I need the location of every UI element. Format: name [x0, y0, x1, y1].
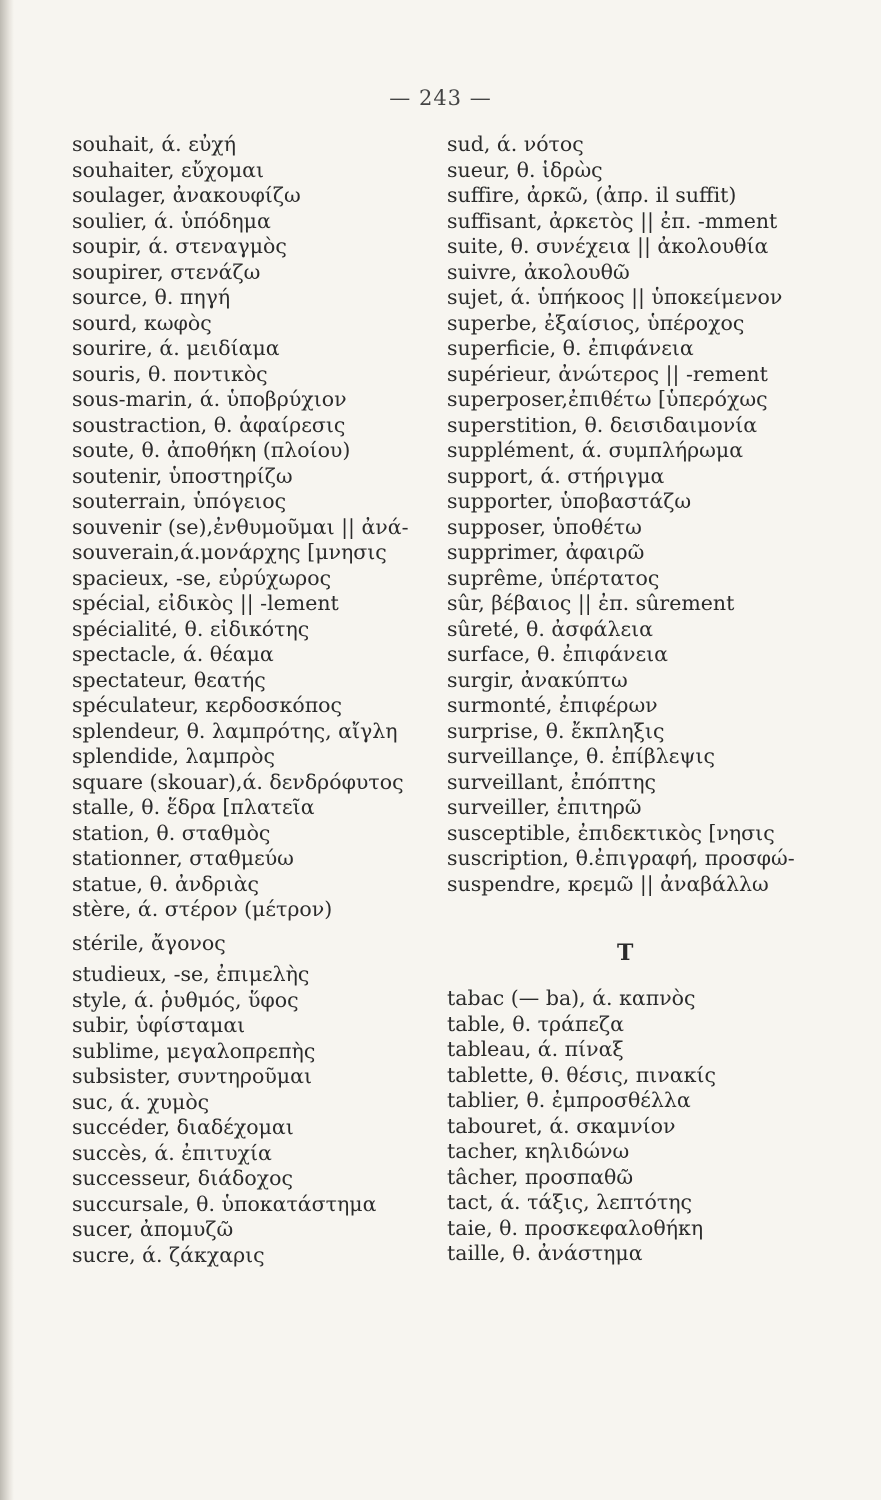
dictionary-entry: spacieux, -se, εὐρύχωρος	[72, 565, 332, 590]
dictionary-entry: souhaiter, εὔχομαι	[72, 157, 265, 182]
dictionary-entry: spectateur, θεατής	[72, 667, 266, 692]
dictionary-entry: sûr, βέβαιος || ἐπ. sûrement	[447, 591, 735, 615]
dictionary-entry: superstition, θ. δεισιδαιμονία	[447, 412, 758, 437]
dictionary-entry: stalle, θ. ἕδρα [πλατεῖα	[72, 795, 315, 819]
dictionary-entry: subir, ὑφίσταμαι	[72, 1013, 246, 1037]
dictionary-entry: spéculateur, κερδοσκόπος	[72, 693, 343, 717]
dictionary-entry: supérieur, ἀνώτερος || -rement	[447, 361, 768, 386]
dictionary-entry: square (skouar),ά. δενδρόφυτος	[72, 769, 404, 794]
dictionary-entry: souterrain, ὑπόγειος	[72, 489, 287, 513]
dictionary-entry: suprême, ὑπέρτατος	[447, 565, 660, 590]
dictionary-entry: suffisant, ἀρκετὸς || ἐπ. -mment	[447, 208, 778, 233]
dictionary-entry: souverain,ά.μονάρχης [μνησις	[72, 540, 387, 564]
dictionary-entry: sucre, ά. ζάκχαρις	[72, 1242, 265, 1267]
page-number: — 243 —	[389, 86, 492, 110]
dictionary-entry: supplément, ά. συμπλήρωμα	[447, 438, 744, 462]
dictionary-entry: sujet, ά. ὑπήκοος || ὑποκείμενον	[447, 285, 783, 309]
dictionary-entry: surmonté, ἐπιφέρων	[447, 693, 658, 717]
dictionary-entry: souris, θ. ποντικὸς	[72, 361, 268, 386]
dictionary-entry: suffire, ἀρκῶ, (ἀπρ. il suffit)	[447, 183, 737, 207]
dictionary-entry: succursale, θ. ὑποκατάστημα	[72, 1191, 377, 1216]
dictionary-entry: suc, ά. χυμὸς	[72, 1089, 210, 1114]
page-binding-edge	[0, 0, 14, 1500]
dictionary-entry: tabac (— ba), ά. καπνὸς	[447, 986, 696, 1010]
dictionary-entry: soupir, ά. στεναγμὸς	[72, 234, 287, 258]
dictionary-entry: tablette, θ. θέσις, πινακίς	[447, 1062, 716, 1087]
dictionary-entry: spectacle, ά. θέαμα	[72, 642, 274, 666]
dictionary-entry: suivre, ἀκολουθῶ	[447, 259, 630, 284]
dictionary-entry: sucer, ἀπομυζῶ	[72, 1217, 234, 1241]
dictionary-entry: statue, θ. ἀνδριὰς	[72, 871, 260, 896]
dictionary-entry: sûreté, θ. ἀσφάλεια	[447, 616, 653, 641]
dictionary-entry: soute, θ. ἀποθήκη (πλοίου)	[72, 438, 351, 462]
dictionary-entry: superbe, ἐξαίσιος, ὑπέροχος	[447, 310, 745, 335]
section-letter-heading: T	[617, 940, 634, 966]
dictionary-entry: taille, θ. ἀνάστημα	[447, 1241, 643, 1265]
dictionary-entry: soulager, ἀνακουφίζω	[72, 183, 301, 207]
dictionary-entry: suscription, θ.ἐπιγραφή, προσφώ-	[447, 846, 795, 870]
dictionary-entry: source, θ. πηγή	[72, 285, 231, 309]
dictionary-entry: tabouret, ά. σκαμνίον	[447, 1113, 676, 1138]
dictionary-entry: soupirer, στενάζω	[72, 259, 261, 284]
dictionary-entry: taie, θ. προσκεφαλοθήκη	[447, 1215, 704, 1240]
dictionary-entry: subsister, συντηροῦμαι	[72, 1064, 312, 1088]
dictionary-entry: soutenir, ὑποστηρίζω	[72, 463, 293, 488]
dictionary-entry: splendide, λαμπρὸς	[72, 744, 276, 768]
dictionary-entry: splendeur, θ. λαμπρότης, αἴγλη	[72, 718, 398, 743]
dictionary-entry: tableau, ά. πίναξ	[447, 1037, 624, 1061]
dictionary-entry: stationner, σταθμεύω	[72, 846, 294, 870]
dictionary-entry: sublime, μεγαλοπρεπὴς	[72, 1038, 316, 1063]
section-gap	[447, 897, 847, 928]
section-gap-small	[447, 978, 847, 986]
dictionary-entry: surveillançe, θ. ἐπίβλεψις	[447, 744, 715, 768]
dictionary-entry: support, ά. στήριγμα	[447, 463, 665, 488]
dictionary-entry: successeur, διάδοχος	[72, 1166, 293, 1190]
dictionary-entry: surgir, ἀνακύπτω	[447, 667, 628, 692]
dictionary-entry: style, ά. ῥυθμός, ὕφος	[72, 987, 299, 1012]
dictionary-entry: sourd, κωφὸς	[72, 310, 212, 335]
dictionary-entry: superposer,ἐπιθέτω [ὑπερόχως	[447, 387, 768, 411]
dictionary-entry: stérile, ἄγονος	[72, 930, 226, 955]
dictionary-entry: supposer, ὑποθέτω	[447, 514, 642, 539]
dictionary-entry: stère, ά. στέρον (μέτρον)	[72, 897, 333, 921]
dictionary-entry: sud, ά. νότος	[447, 132, 584, 156]
dictionary-entry: suite, θ. συνέχεια || ἀκολουθία	[447, 234, 769, 258]
dictionary-entry: tacher, κηλιδώνω	[447, 1139, 630, 1163]
dictionary-entry: surveillant, ἐπόπτης	[447, 769, 656, 794]
right-column	[447, 132, 847, 1267]
dictionary-entry: sous-marin, ά. ὑποβρύχιον	[72, 387, 347, 411]
right-column-s-entries	[447, 132, 847, 897]
dictionary-entry: station, θ. σταθμὸς	[72, 820, 271, 845]
right-column-t-entries	[447, 986, 847, 1267]
dictionary-entry: surveiller, ἐπιτηρῶ	[447, 795, 642, 819]
dictionary-entry: soustraction, θ. ἀφαίρεσις	[72, 412, 346, 437]
dictionary-entry: tablier, θ. ἐμπροσθέλλα	[447, 1088, 691, 1112]
dictionary-entry: spécial, εἰδικὸς || -lement	[72, 591, 339, 615]
dictionary-entry: suspendre, κρεμῶ || ἀναβάλλω	[447, 871, 769, 896]
dictionary-entry: supporter, ὑποβαστάζω	[447, 489, 692, 513]
dictionary-entry: souvenir (se),ἐνθυμοῦμαι || ἀνά-	[72, 514, 409, 539]
dictionary-entry: tact, ά. τάξις, λεπτότης	[447, 1190, 692, 1214]
dictionary-entry: supprimer, ἀφαιρῶ	[447, 540, 645, 564]
dictionary-entry: surprise, θ. ἔκπληξις	[447, 718, 665, 743]
dictionary-entry: souhait, ά. εὐχή	[72, 132, 236, 156]
dictionary-entry: sueur, θ. ἱδρὼς	[447, 157, 603, 182]
dictionary-entry: studieux, -se, ἐπιμελὴς	[72, 962, 310, 986]
dictionary-entry: sourire, ά. μειδίαμα	[72, 336, 280, 360]
left-column	[72, 132, 444, 1268]
dictionary-entry: susceptible, ἐπιδεκτικὸς [νησις	[447, 820, 775, 845]
dictionary-entry: superficie, θ. ἐπιφάνεια	[447, 336, 694, 360]
dictionary-entry: tâcher, προσπαθῶ	[447, 1164, 634, 1189]
dictionary-entry: soulier, ά. ὑπόδημα	[72, 208, 271, 233]
dictionary-entry: spécialité, θ. εἰδικότης	[72, 616, 310, 641]
dictionary-entry: table, θ. τράπεζα	[447, 1011, 624, 1036]
dictionary-entry: succéder, διαδέχομαι	[72, 1115, 294, 1139]
dictionary-entry: succès, ά. ἐπιτυχία	[72, 1140, 272, 1165]
dictionary-entry: surface, θ. ἐπιφάνεια	[447, 642, 669, 666]
